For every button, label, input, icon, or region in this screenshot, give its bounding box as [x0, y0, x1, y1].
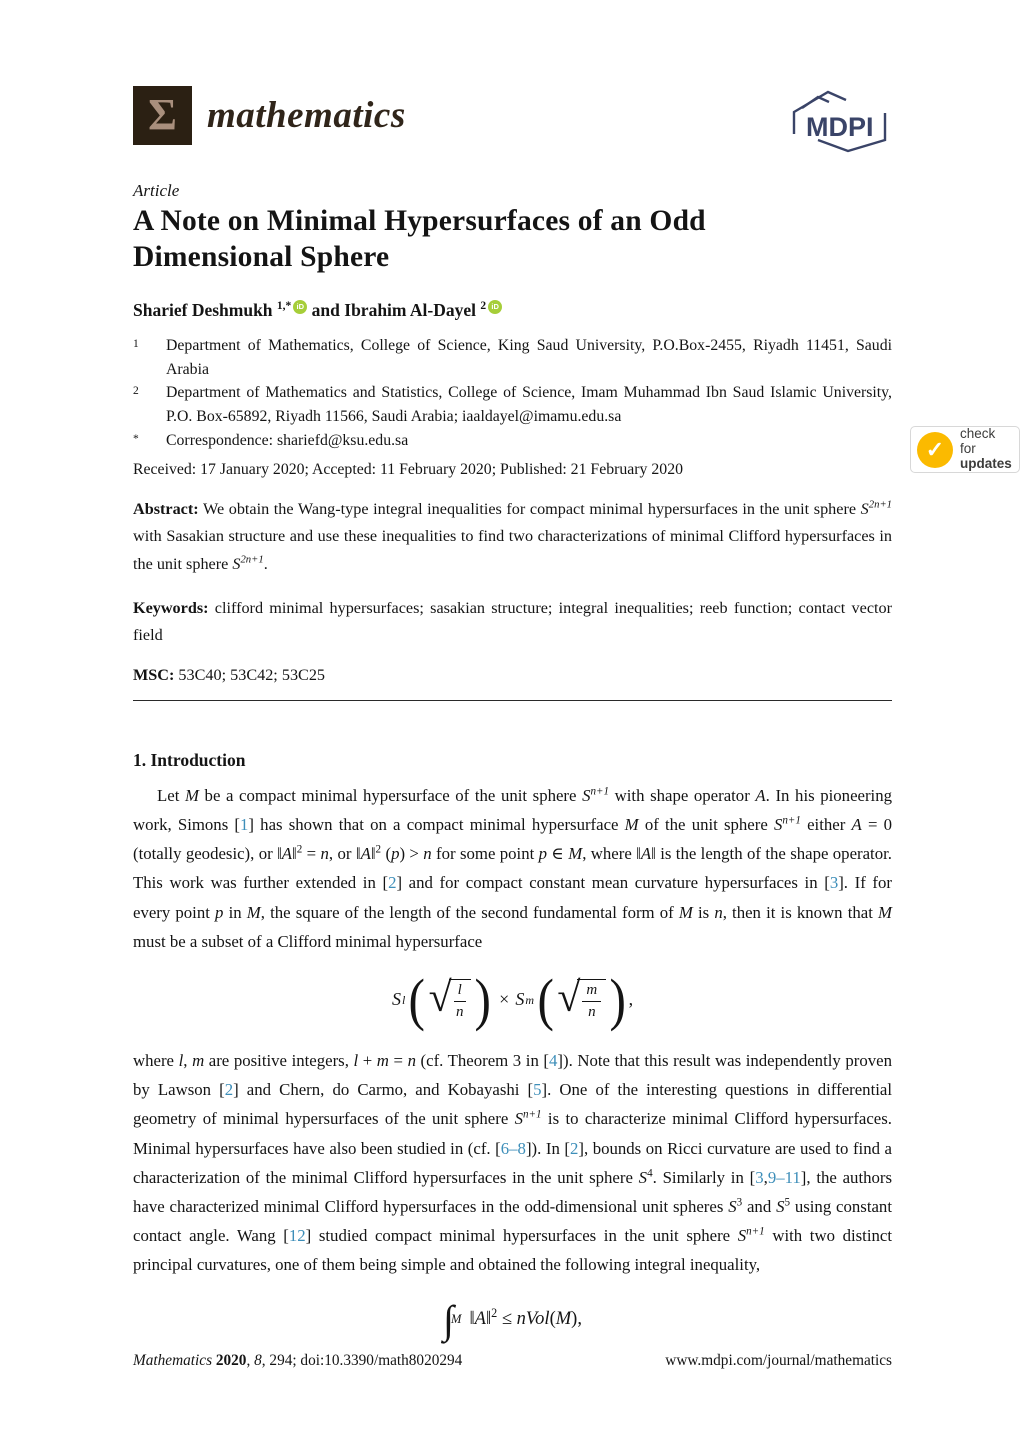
badge-line-1: check for [960, 426, 996, 457]
text-segment: p [391, 844, 400, 864]
right-paren: ) [474, 966, 491, 1032]
left-paren: ( [537, 966, 554, 1032]
masthead [133, 86, 892, 159]
text-segment: M [184, 785, 199, 805]
affiliation-marker: * [133, 432, 139, 445]
text-segment: n [407, 1050, 416, 1070]
orcid-icon-2[interactable]: iD [488, 300, 502, 314]
radical-glyph: √ [557, 975, 581, 1022]
text-segment: S [582, 785, 591, 805]
author-superscript-1: 1,* [276, 300, 292, 313]
text-segment: 3 [736, 1196, 743, 1209]
integral-icon: ∫ [443, 1296, 455, 1342]
text-segment: A [755, 785, 766, 805]
text-segment: p [538, 844, 548, 864]
affiliation-row [133, 381, 892, 428]
text-segment: n+1 [590, 785, 610, 798]
text-segment: 8 [254, 1352, 262, 1369]
text-segment: S [773, 814, 783, 834]
mdpi-hexagon-icon [788, 88, 892, 154]
text-segment: S [737, 1226, 747, 1246]
text-segment: 2n+1 [240, 553, 264, 566]
text-segment: S [728, 1197, 737, 1217]
sqrt-icon [428, 975, 471, 1022]
times-operator: × [499, 989, 510, 1010]
citation-link[interactable]: 3 [755, 1167, 764, 1187]
citation-link[interactable]: 4 [549, 1050, 558, 1070]
text-segment: 2 [296, 843, 303, 856]
denominator: n [588, 1003, 596, 1020]
affiliation-row [133, 429, 892, 453]
author-name-1: Sharief Deshmukh [133, 299, 273, 320]
text-segment: S [638, 1167, 648, 1187]
numerator: l [454, 982, 466, 1001]
text-segment: l [353, 1050, 359, 1070]
page-content [133, 0, 892, 1346]
radical-glyph: √ [428, 975, 452, 1022]
numerator: m [582, 982, 601, 1001]
text-segment: M [878, 902, 892, 922]
text-segment: A [474, 1309, 486, 1330]
citation-link[interactable]: 2 [224, 1080, 234, 1100]
text-segment: A [851, 814, 862, 834]
check-icon: ✓ [917, 432, 953, 468]
article-type-label: Article [133, 181, 180, 200]
text-segment: S [232, 554, 241, 573]
clifford-product-expression: S l ( √ $\frac{l}{n}$ ) × S m ( √ $\frac{m}{n}$ ) , [391, 966, 634, 1032]
journal-logo [133, 86, 406, 145]
mdpi-logo [788, 88, 892, 159]
svg-text:MDPI: MDPI [806, 112, 874, 142]
section-divider [133, 700, 892, 701]
text-segment: 5 [784, 1196, 790, 1209]
text-segment: M [678, 902, 693, 922]
intro-paragraph-2: where l, m are positive integers, l + m = n (cf. Theorem 3 in [4]). Note that this result was independently proven by Lawson [2] and Chern, do Carmo, and Kobayashi [5]. One of the interesting questions in differential geometry of minimal hypersurfaces of the unit sphere $S^{n+1}$ is to characterize minimal Clifford hypersurfaces. Minimal hypersurfaces have also been studied in (cf. [6–8]). In [2], bounds on Ricci curvature are used to find a characterization of the minimal Clifford hypersurfaces in the unit sphere $S^4$. Similarly in [3,9–11], the authors have characterized minimal Clifford hypersurfaces in the odd-dimensional unit spheres $S^3$ and $S^5$ using constant contact angle. Wang [12] studied compact minimal hypersurfaces in the unit sphere $S^{n+1}$ with two distinct principal curvatures, one of them being simple and obtained the following integral inequality, [133, 1050, 893, 1275]
text-segment: M [555, 1309, 572, 1330]
citation-link[interactable]: 5 [533, 1080, 542, 1100]
citation-link[interactable]: 2 [388, 873, 397, 893]
check-updates-badge[interactable] [910, 426, 1020, 473]
author-superscript-2: 2 [480, 300, 487, 313]
affiliation-text: Correspondence: shariefd@ksu.edu.sa [166, 431, 409, 449]
text-segment: 2 [375, 843, 382, 856]
citation-link[interactable]: 12 [288, 1226, 306, 1246]
comma: , [628, 989, 634, 1010]
text-segment: A [640, 844, 652, 864]
text-segment: n [714, 902, 723, 922]
affiliation-marker: 2 [133, 385, 139, 398]
display-formula-1 [133, 964, 892, 1036]
citation-link[interactable]: 6–8 [500, 1138, 526, 1158]
footer-citation: Mathematics 2020, 8, 294; doi:10.3390/math8020294 [133, 1352, 463, 1369]
footer-url[interactable]: www.mdpi.com/journal/mathematics [665, 1352, 892, 1369]
text-segment: Mathematics [133, 1352, 213, 1369]
text-segment: n [423, 844, 432, 864]
text-segment: MSC: [133, 665, 175, 684]
integral-limit: M [451, 1312, 462, 1327]
affiliation-text: Department of Mathematics and Statistics, College of Science, Imam Muhammad Ibn Saud Islamic University, P.O. Box-65892, Riyadh 11566, Saudi Arabia; iaaldayel@imamu.edu.sa [166, 384, 892, 426]
sphere-symbol: S [515, 989, 525, 1010]
citation-link[interactable]: 3 [829, 873, 839, 893]
sqrt-icon [557, 975, 606, 1022]
text-segment: m [192, 1050, 205, 1070]
affiliations [133, 334, 892, 452]
text-segment: A [360, 844, 371, 864]
sigma-icon [133, 86, 192, 145]
text-segment: M [568, 844, 583, 864]
text-segment: l [178, 1050, 184, 1070]
left-paren: ( [408, 966, 426, 1032]
text-segment: n [320, 844, 329, 864]
fraction [577, 979, 606, 1020]
text-segment: m [376, 1050, 389, 1070]
authors-separator: and [307, 299, 345, 320]
sphere-symbol: S [391, 989, 401, 1010]
page-title: A Note on Minimal Hypersurfaces of an Odd Dimensional Sphere [133, 205, 706, 273]
text-segment: 2020 [215, 1352, 247, 1369]
text-segment: 4 [647, 1167, 653, 1180]
sigma-glyph: Σ [148, 89, 177, 139]
text-segment: 2 [491, 1306, 498, 1321]
citation-link[interactable]: 9–11 [767, 1167, 801, 1187]
text-segment: n+1 [782, 814, 801, 827]
text-segment: A [281, 844, 293, 864]
right-paren: ) [609, 966, 627, 1032]
inequality-expression: ‖A‖$^2$ ≤ nVol(M), [469, 1306, 582, 1330]
text-segment: S [514, 1109, 523, 1129]
footer [133, 1352, 892, 1370]
journal-logotype: mathematics [207, 95, 406, 136]
affiliation-marker: 1 [133, 337, 139, 350]
keywords-paragraph: Keywords: clifford minimal hypersurfaces; sasakian structure; integral inequalities; reeb function; contact vector field [133, 598, 892, 644]
citation-link[interactable]: 2 [570, 1138, 579, 1158]
authors-line [133, 300, 892, 321]
text-segment: n+1 [523, 1108, 542, 1121]
orcid-icon-1[interactable]: iD [293, 300, 307, 314]
affiliation-row [133, 334, 892, 381]
text-segment: p [215, 902, 224, 922]
text-segment: S [776, 1197, 785, 1217]
dates-line: Received: 17 January 2020; Accepted: 11 February 2020; Published: 21 February 2020 [133, 461, 683, 479]
display-formula-2 [133, 1294, 892, 1346]
text-segment: M [246, 902, 261, 922]
author-name-2: Ibrahim Al-Dayel [344, 299, 477, 320]
fraction [449, 979, 471, 1020]
badge-text [960, 427, 1013, 472]
text-segment: n+1 [746, 1225, 765, 1238]
text-segment: 2n+1 [868, 499, 892, 512]
intro-paragraph-1: Let M be a compact minimal hypersurface of the unit sphere $S^{n+1}$ with shape operator A. In his pioneering work, Simons [1] has shown that on a compact minimal hypersurface M of the unit sphere $S^{n+1}$ either A = 0 (totally geodesic), or ‖A‖$^2$ = n, or ‖A‖$^2$ (p) > n for some point p ∈ M, where ‖A‖ is the length of the shape operator. This work was further extended in [2] and for compact constant mean curvature hypersurfaces in [3]. If for every point p in M, the square of the length of the second fundamental form of M is n, then it is known that M must be a subset of a Clifford minimal hypersurface [133, 785, 892, 951]
citation-link[interactable]: 1 [240, 814, 249, 834]
text-segment: M [624, 814, 639, 834]
msc-paragraph: MSC: 53C40; 53C42; 53C25 [133, 665, 326, 684]
badge-line-2: updates [960, 455, 1012, 471]
text-segment: S [860, 500, 869, 519]
section-heading: 1. Introduction [133, 749, 246, 770]
text-segment: Keywords: [133, 598, 209, 617]
text-segment: Abstract: [133, 500, 199, 519]
text-segment: nVol [516, 1309, 550, 1330]
abstract-paragraph: Abstract: We obtain the Wang-type integral inequalities for compact minimal hypersurfaces in the unit sphere $S^{2n+1}$ with Sasakian structure and use these inequalities to find two characterizations of minimal Clifford hypersurfaces in the unit sphere $S^{2n+1}$. [133, 499, 892, 573]
affiliation-text: Department of Mathematics, College of Science, King Saud University, P.O.Box-2455, Riyadh 11451, Saudi Arabia [166, 336, 892, 378]
denominator: n [456, 1003, 464, 1020]
